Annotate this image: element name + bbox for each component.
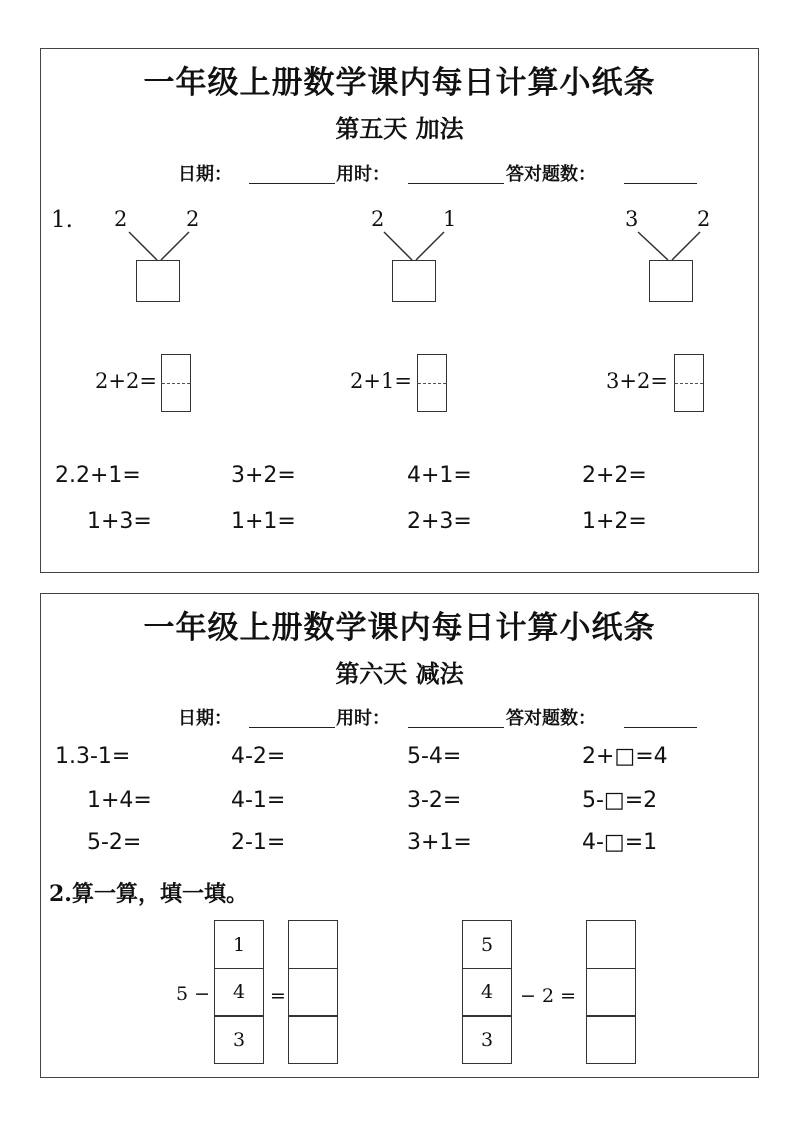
left-machine-input-column bbox=[214, 920, 264, 1064]
worksheet-title: 一年级上册数学课内每日计算小纸条 bbox=[143, 65, 656, 101]
right-machine-input-3: 3 bbox=[462, 1015, 512, 1064]
worksheet-title: 一年级上册数学课内每日计算小纸条 bbox=[143, 610, 656, 646]
q2-r1-c3: 4+1= bbox=[407, 463, 472, 488]
q2-r1-c4: 2+2= bbox=[582, 463, 647, 488]
right-machine-input-column bbox=[462, 920, 512, 1064]
right-machine-answer-1[interactable] bbox=[586, 920, 636, 969]
time-blank[interactable] bbox=[408, 727, 504, 728]
q1-r2-c1: 1+4= bbox=[87, 788, 152, 813]
bond-2-right-number: 1 bbox=[443, 207, 457, 231]
left-machine-answer-1[interactable] bbox=[288, 920, 338, 969]
date-blank[interactable] bbox=[249, 727, 335, 728]
time-label: 用时： bbox=[336, 708, 390, 729]
bond-1-equation-box[interactable] bbox=[161, 354, 191, 412]
left-machine-input-2: 4 bbox=[214, 968, 264, 1017]
bond-3-equation-box[interactable] bbox=[674, 354, 704, 412]
right-machine-answer-column bbox=[586, 920, 636, 1064]
right-machine-answer-2[interactable] bbox=[586, 968, 636, 1017]
bond-3-left-number: 3 bbox=[625, 207, 639, 231]
bond-1-answer-box[interactable] bbox=[136, 260, 180, 302]
correct-count-label: 答对题数： bbox=[506, 708, 596, 729]
q1-r1-c1: 1.3-1= bbox=[55, 744, 131, 769]
q1-r3-c1: 5-2= bbox=[87, 830, 142, 855]
correct-count-blank[interactable] bbox=[624, 727, 697, 728]
q2-r1-c2: 3+2= bbox=[231, 463, 296, 488]
q2-r2-c3: 2+3= bbox=[407, 509, 472, 534]
q2-r2-c2: 1+1= bbox=[231, 509, 296, 534]
q2-r2-c4: 1+2= bbox=[582, 509, 647, 534]
left-machine-input-1: 1 bbox=[214, 920, 264, 969]
left-machine-answer-column bbox=[288, 920, 338, 1064]
q1-r1-c4: 2+□=4 bbox=[582, 744, 668, 769]
time-label: 用时： bbox=[336, 164, 390, 185]
q1-r2-c3: 3-2= bbox=[407, 788, 462, 813]
bond-1-left-number: 2 bbox=[114, 207, 128, 231]
worksheet-subtitle: 第六天 减法 bbox=[335, 659, 464, 688]
left-machine-equals: = bbox=[270, 985, 286, 1007]
right-machine-answer-3[interactable] bbox=[586, 1015, 636, 1064]
bond-2-answer-box[interactable] bbox=[392, 260, 436, 302]
bond-3-answer-box[interactable] bbox=[649, 260, 693, 302]
q1-r3-c2: 2-1= bbox=[231, 830, 286, 855]
left-machine-input-3: 3 bbox=[214, 1015, 264, 1064]
question-2-title: 2.算一算，填一填。 bbox=[49, 881, 248, 907]
correct-count-label: 答对题数： bbox=[506, 164, 596, 185]
bond-1-right-number: 2 bbox=[186, 207, 200, 231]
date-label: 日期： bbox=[178, 164, 232, 185]
left-machine-answer-3[interactable] bbox=[288, 1015, 338, 1064]
number-bond-lines bbox=[41, 49, 760, 574]
q1-r1-c3: 5-4= bbox=[407, 744, 462, 769]
question-1-label: 1. bbox=[51, 207, 73, 233]
q1-r2-c4: 5-□=2 bbox=[582, 788, 658, 813]
q2-r1-c1: 2.2+1= bbox=[55, 463, 141, 488]
q2-r2-c1: 1+3= bbox=[87, 509, 152, 534]
q1-r3-c3: 3+1= bbox=[407, 830, 472, 855]
bond-2-left-number: 2 bbox=[371, 207, 385, 231]
q1-r1-c2: 4-2= bbox=[231, 744, 286, 769]
worksheet-card-day6 bbox=[40, 593, 759, 1078]
right-machine-input-2: 4 bbox=[462, 968, 512, 1017]
bond-2-equation-box[interactable] bbox=[417, 354, 447, 412]
left-machine-answer-2[interactable] bbox=[288, 968, 338, 1017]
worksheet-card-day5 bbox=[40, 48, 759, 573]
bond-1-equation: 2+2= bbox=[95, 369, 157, 393]
q1-r3-c4: 4-□=1 bbox=[582, 830, 658, 855]
bond-3-equation: 3+2= bbox=[606, 369, 668, 393]
q1-r2-c2: 4-1= bbox=[231, 788, 286, 813]
left-machine-prefix: 5 − bbox=[176, 983, 211, 1005]
bond-2-equation: 2+1= bbox=[350, 369, 412, 393]
bond-3-right-number: 2 bbox=[697, 207, 711, 231]
date-label: 日期： bbox=[178, 708, 232, 729]
right-machine-suffix: − 2 = bbox=[520, 985, 577, 1007]
right-machine-input-1: 5 bbox=[462, 920, 512, 969]
worksheet-subtitle: 第五天 加法 bbox=[335, 114, 464, 143]
